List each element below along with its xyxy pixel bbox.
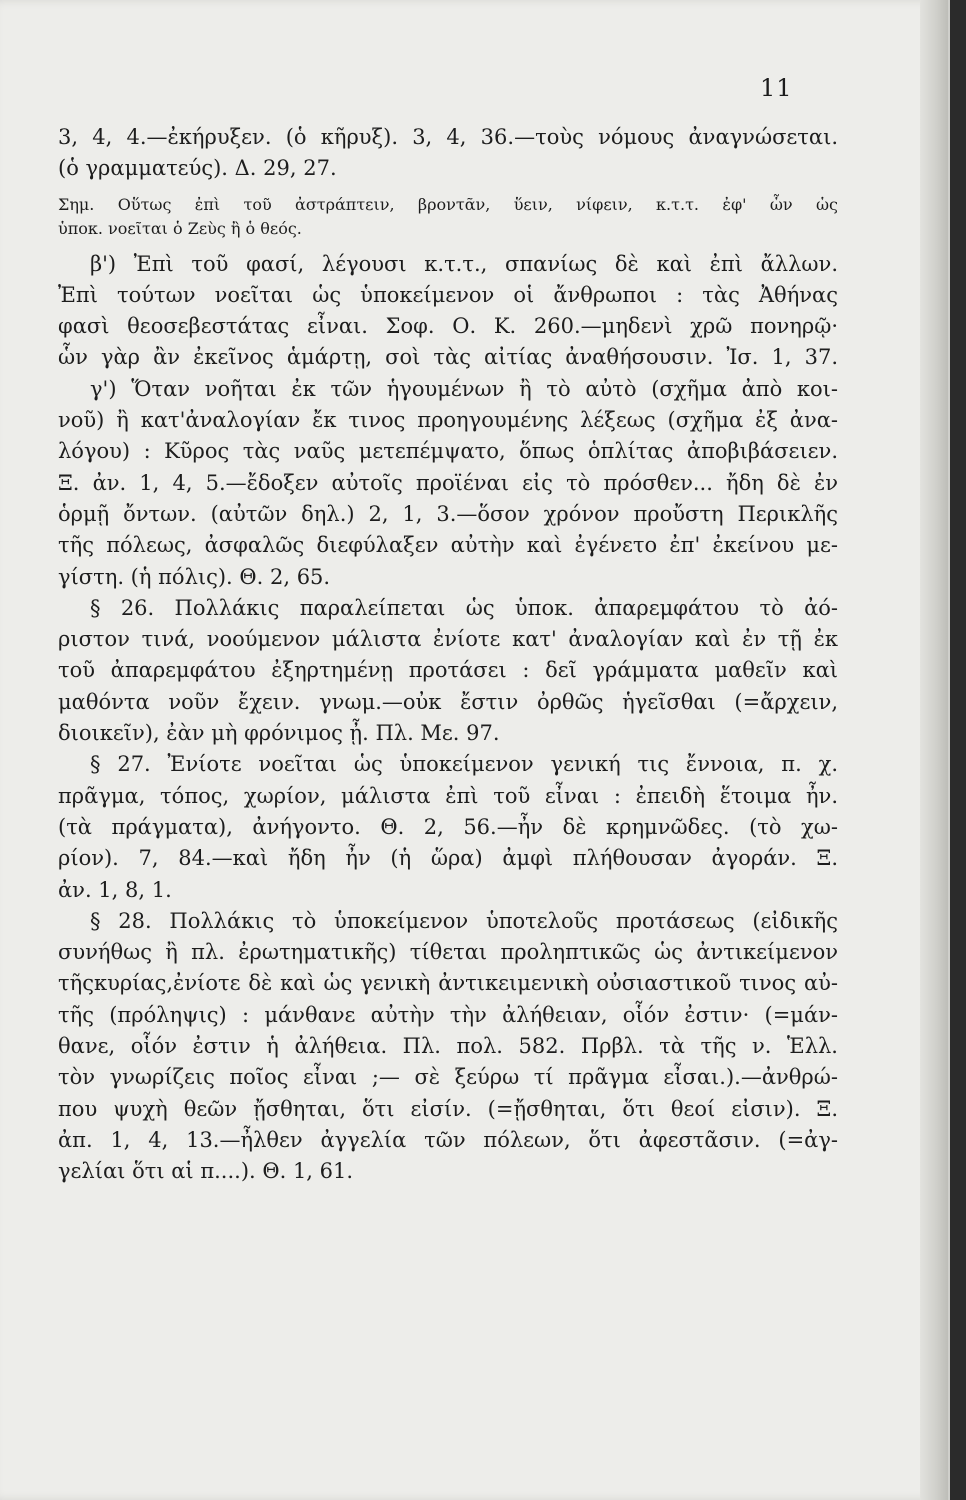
section-heading-line: § 27. Ἐνίοτε νοεῖται ὡς ὑποκείμενον γενική τις ἔννοια, π. χ. — [90, 752, 838, 777]
text-line: φασὶ θεοσεβεστάτας εἶναι. Σοφ. Ο. Κ. 260.—μηδενὶ χρῶ πονηρῷ· — [58, 314, 838, 339]
text-line: β') Ἐπὶ τοῦ φασί, λέγουσι κ.τ.τ., σπανίως δὲ καὶ ἐπὶ ἄλλων. — [90, 251, 838, 276]
text-line: διοικεῖν), ἐὰν μὴ φρόνιμος ᾖ. Πλ. Με. 97. — [58, 721, 500, 746]
text-line: 3, 4, 4.—ἐκήρυξεν. (ὁ κῆρυξ). 3, 4, 36.—τοὺς νόμους ἀναγνώσεται. — [58, 125, 838, 149]
footnote-line: ὑποκ. νοεῖται ὁ Ζεὺς ἢ ὁ θεός. — [58, 218, 302, 238]
text-line: τοῦ ἀπαρεμφάτου ἐξηρτημένῃ προτάσει : δεῖ γράμματα μαθεῖν καὶ — [58, 658, 838, 683]
footnote-line: Σημ. Οὕτως ἐπὶ τοῦ ἀστράπτειν, βροντᾶν, ὕειν, νίφειν, κ.τ.τ. ἐφ' ὧν ὡς — [58, 194, 838, 214]
text-line: τῆςκυρίας,ἐνίοτε δὲ καὶ ὡς γενικὴ ἀντικειμενικὴ οὐσιαστικοῦ τινος αὐ- — [58, 971, 838, 996]
text-line: νοῦ) ἢ κατ'ἀναλογίαν ἔκ τινος προηγουμένης λέξεως (σχῆμα ἐξ ἀνα- — [58, 408, 838, 433]
text-line: λόγου) : Κῦρος τὰς ναῦς μετεπέμψατο, ὅπως ὁπλίτας ἀποβιβάσειεν. — [58, 439, 838, 464]
text-line: ρίον). 7, 84.—καὶ ἤδη ἦν (ἡ ὥρα) ἀμφὶ πλήθουσαν ἀγοράν. Ξ. — [58, 846, 838, 871]
page-edge-shadow — [920, 0, 948, 1500]
text-line: πρᾶγμα, τόπος, χωρίον, μάλιστα ἐπὶ τοῦ εἶναι : ἐπειδὴ ἕτοιμα ἦν. — [58, 783, 838, 808]
text-line: συνήθως ἢ πλ. ἐρωτηματικῆς) τίθεται προληπτικῶς ὡς ἀντικείμενον — [58, 940, 838, 965]
text-line: γελίαι ὅτι αἱ π....). Θ. 1, 61. — [58, 1159, 354, 1184]
page-body — [58, 122, 838, 1188]
text-line: που ψυχὴ θεῶν ᾔσθηται, ὅτι εἰσίν. (=ᾔσθηται, ὅτι θεοί εἰσιν). Ξ. — [58, 1096, 838, 1121]
text-line: γίστη. (ἡ πόλις). Θ. 2, 65. — [58, 564, 331, 589]
page-number: 11 — [760, 74, 793, 102]
text-line: τῆς πόλεως, ἀσφαλῶς διεφύλαξεν αὐτὴν καὶ ἐγένετο ἐπ' ἐκείνου με- — [58, 533, 838, 558]
section-heading-line: § 26. Πολλάκις παραλείπεται ὡς ὑποκ. ἀπαρεμφάτου τὸ ἀό- — [90, 595, 838, 620]
text-line: Ἐπὶ τούτων νοεῖται ὡς ὑποκείμενον οἱ ἄνθρωποι : τὰς Ἀθήνας — [58, 282, 838, 307]
text-line: γ') Ὅταν νοῆται ἐκ τῶν ἡγουμένων ἢ τὸ αὐτὸ (σχῆμα ἀπὸ κοι- — [90, 376, 838, 401]
text-line: θανε, οἷόν ἐστιν ἡ ἀλήθεια. Πλ. πολ. 582. Πρβλ. τὰ τῆς ν. Ἑλλ. — [58, 1034, 838, 1059]
text-line: (ὁ γραμματεύς). Δ. 29, 27. — [58, 156, 337, 181]
text-line: ριστον τινά, νοούμενον μάλιστα ἐνίοτε κατ' ἀναλογίαν καὶ ἐν τῇ ἐκ — [58, 627, 838, 652]
text-line: ἀπ. 1, 4, 13.—ἦλθεν ἀγγελία τῶν πόλεων, ὅτι ἀφεστᾶσιν. (=ἀγ- — [58, 1127, 838, 1152]
text-line: τὸν γνωρίζεις ποῖος εἶναι ;— σὲ ξεύρω τί πρᾶγμα εἶσαι.).—ἀνθρώ- — [58, 1065, 838, 1090]
text-line: (τὰ πράγματα), ἀνήγοντο. Θ. 2, 56.—ἦν δὲ κρημνῶδες. (τὸ χω- — [58, 814, 838, 839]
text-line: Ξ. ἀν. 1, 4, 5.—ἔδοξεν αὐτοῖς προϊέναι εἰς τὸ πρόσθεν... ἤδη δὲ ἐν — [58, 470, 838, 495]
text-line: τῆς (πρόληψις) : μάνθανε αὐτὴν τὴν ἀλήθειαν, οἷόν ἐστιν· (=μάν- — [58, 1002, 838, 1027]
text-line: ἀν. 1, 8, 1. — [58, 877, 172, 902]
text-line: μαθόντα νοῦν ἔχειν. γνωμ.—οὐκ ἔστιν ὀρθῶς ἡγεῖσθαι (=ἄρχειν, — [58, 689, 838, 714]
text-line: ὁρμῇ ὄντων. (αὐτῶν δηλ.) 2, 1, 3.—ὅσον χρόνον προὔστη Περικλῆς — [58, 501, 838, 526]
text-line: ὧν γὰρ ἂν ἐκεῖνος ἁμάρτῃ, σοὶ τὰς αἰτίας ἀναθήσουσιν. Ἰσ. 1, 37. — [58, 345, 838, 370]
section-heading-line: § 28. Πολλάκις τὸ ὑποκείμενον ὑποτελοῦς προτάσεως (εἰδικῆς — [90, 908, 838, 933]
